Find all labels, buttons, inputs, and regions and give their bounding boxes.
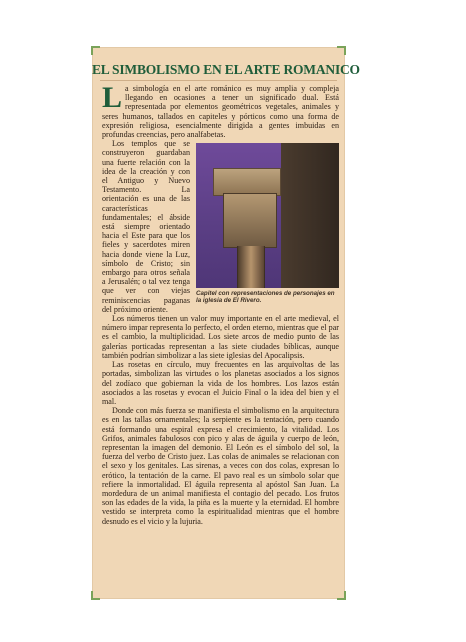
corner-mark — [91, 591, 100, 600]
paragraph-rosettes: Las rosetas en círculo, muy frecuentes en las arquivoltas de las portadas, simbolizan las virtudes o los planetas asociados a los signos del zodíaco que gobiernan la vida de los hombres. Los lazos están asociados a las rosetas y evocan el Juicio Final o la idea del bien y el mal. — [102, 360, 339, 406]
paragraph-intro — [102, 81, 339, 140]
drop-cap: L — [102, 81, 123, 114]
article-clipping — [92, 47, 360, 599]
article-body — [102, 81, 339, 526]
corner-mark — [337, 591, 346, 600]
corner-mark — [91, 46, 100, 55]
title-divider — [100, 80, 337, 81]
corner-mark — [337, 46, 346, 55]
paragraph-carvings: Donde con más fuerza se manifiesta el simbolismo en la arquitectura es en las tallas ornamentales; la serpiente es la tentación, pero cuando está formando una espiral expresa el crecimiento, la vitalidad. Los Grifos, animales fabulosos con pico y alas de águila y cuerpo de león, representan la imagen del demonio. El León es el símbolo del sol, la fuerza del verbo de Cristo juez. Las colas de animales se relacionan con el sexo y los genitales. Las sirenas, a veces con dos colas, expresan lo erótico, la tentación de la carne. El pavo real es un símbolo solar que refiere la inmortalidad. El águila representa al apóstol San Juan. La mordedura de un animal manifiesta el contagio del pecado. Los frutos son las edades de la vida, la piña es la muerte y la eternidad. El hombre vestido se interpreta como la espiritualidad mientras que el hombre desnudo es el vicio y la lujuria. — [102, 406, 339, 526]
paragraph-numbers: Los números tienen un valor muy importante en el arte medieval, el número impar representa lo perfecto, el orden eterno, mientras que el par es el cambio, la multiplicidad. Los siete arcos de medio punto de las galerías porticadas representan a las siete ciudades bíblicas, aunque también podrían simbolizar a las siete iglesias del Apocalipsis. — [102, 314, 339, 360]
capital-photo — [196, 143, 339, 288]
photo-capital-abacus — [213, 168, 281, 196]
photo-arch-shadow — [281, 143, 339, 288]
photo-capital-carving — [223, 193, 277, 248]
photo-caption: Capitel con representaciones de personajes en la iglesia de El Rivero. — [196, 290, 335, 305]
paragraph-text: a simbología en el arte románico es muy amplia y compleja llegando en ocasiones a tener un significado dual. Está representada por elementos geométricos vegetales, animales y seres humanos, tallados en capiteles y pórticos como una forma de expresión religiosa, esencialmente dirigida a gentes imbuidas en profundas creencias, pero analfabetas. — [102, 84, 339, 140]
paragraph-temples: Los templos que se construyeron guardaban una fuerte relación con la idea de la creación y con el Antiguo y Nuevo Testamento. La orientación es una de las características fundamentales; el ábside está siempre orientado hacia el Este para que los fieles y sacerdotes miren hacia donde viene la Luz, símbolo de Cristo; sin embargo para otros señala a Jerusalén; o tal vez tenga que ver con viejas reminiscencias paganas del próximo oriente. — [102, 139, 190, 314]
photo-column-shaft — [237, 246, 265, 288]
article-title: EL SIMBOLISMO EN EL ARTE ROMANICO — [92, 62, 360, 77]
photo-figure — [196, 143, 339, 304]
